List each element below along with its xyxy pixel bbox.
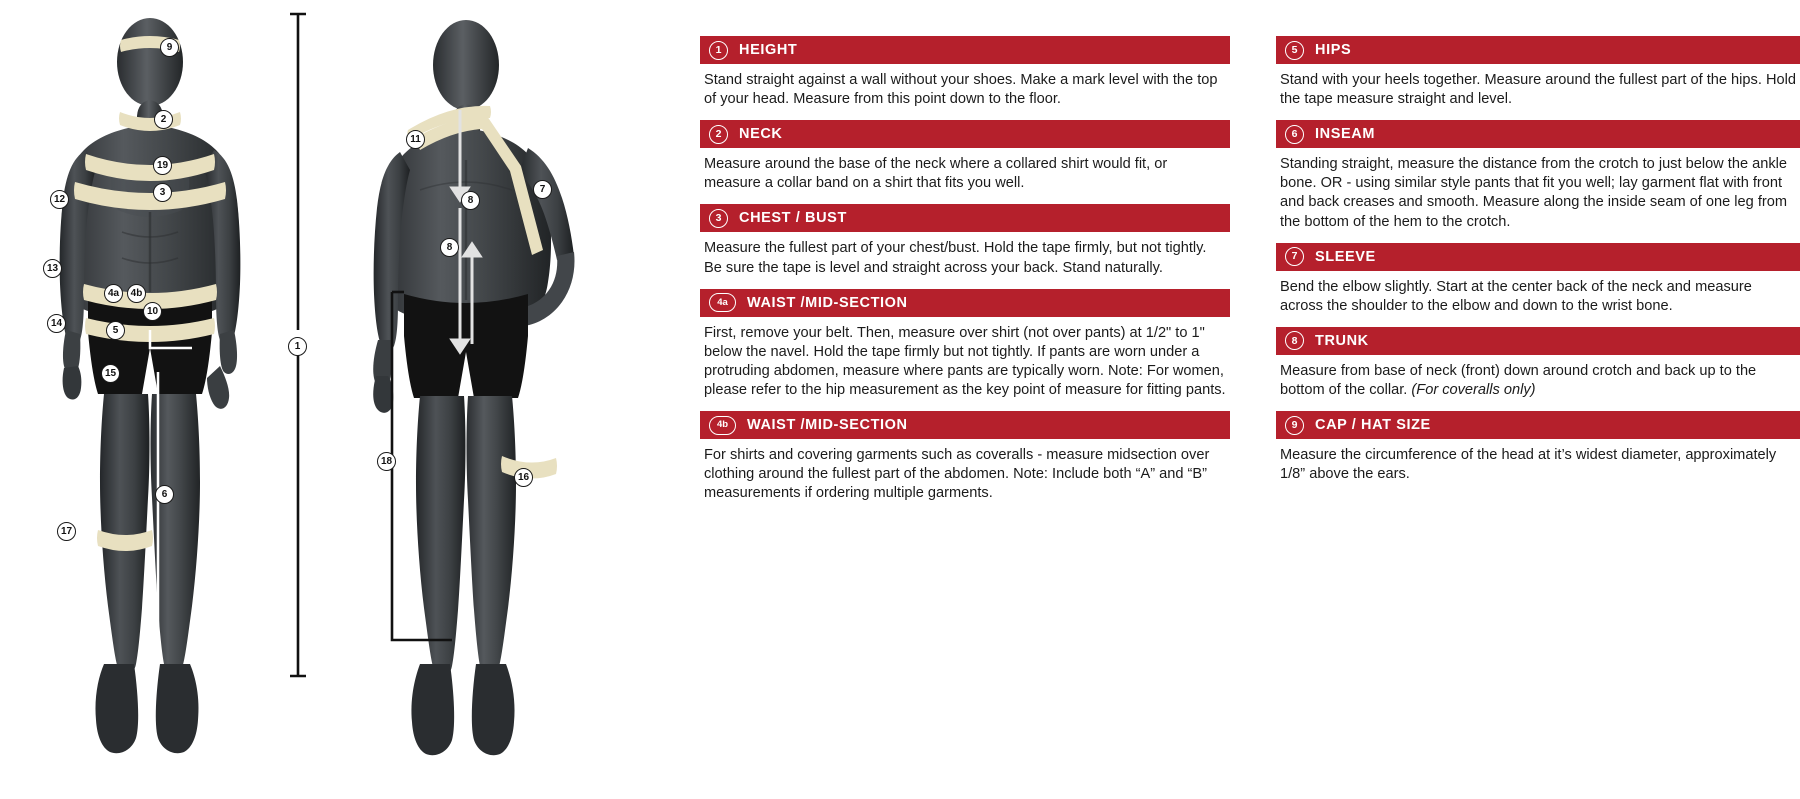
measurement-item-hips (1276, 36, 1800, 109)
measurement-item-waist-4a (700, 289, 1230, 400)
measurement-item-height (700, 36, 1230, 109)
back-figure (373, 20, 574, 755)
callout-16: 16 (514, 468, 533, 487)
measurement-number-8: 8 (1285, 331, 1304, 350)
callout-4b: 4b (127, 284, 146, 303)
measurement-number-9: 9 (1285, 416, 1304, 435)
callout-1: 1 (288, 337, 307, 356)
callout-8-upper: 8 (461, 191, 480, 210)
measurement-number-4a: 4a (709, 293, 736, 312)
measurement-item-sleeve (1276, 243, 1800, 316)
measurement-number-4b: 4b (709, 416, 736, 435)
instructions-columns (700, 0, 1800, 799)
callout-12: 12 (50, 190, 69, 209)
callout-11: 11 (406, 130, 425, 149)
measurement-header-height (700, 36, 1230, 64)
measurement-body-height: Stand straight against a wall without your shoes. Make a mark level with the top of your head. Measure from this point down to the floor. (704, 72, 1218, 108)
measurement-title-hips: HIPS (1315, 42, 1352, 58)
measurement-body-trunk-main: Measure from base of neck (front) down around crotch and back up to the bottom of the collar. (1280, 362, 1757, 398)
measurement-title-sleeve: SLEEVE (1315, 248, 1376, 265)
callout-14: 14 (47, 314, 66, 333)
measurement-number-3: 3 (709, 209, 728, 228)
callout-19: 19 (153, 156, 172, 175)
measurement-header-neck (700, 120, 1230, 148)
measurement-header-trunk (1276, 327, 1800, 355)
measurement-body-trunk-note: (For coveralls only) (1411, 381, 1536, 398)
callout-7: 7 (533, 180, 552, 199)
measurement-title-neck: NECK (739, 126, 783, 143)
measurement-number-7: 7 (1285, 247, 1304, 266)
measurement-header-chest-bust (700, 204, 1230, 232)
measurement-number-6: 6 (1285, 125, 1304, 144)
measurement-title-height: HEIGHT (739, 42, 798, 58)
measurement-header-inseam (1276, 120, 1800, 148)
measurement-item-cap-hat-size (1276, 411, 1800, 484)
mannequin-figures-panel (0, 0, 700, 799)
measurement-title-trunk: TRUNK (1315, 332, 1369, 349)
measurement-header-sleeve (1276, 243, 1800, 271)
measurement-body-waist-4a: First, remove your belt. Then, measure over shirt (not over pants) at 1/2" to 1" below the navel. Hold the tape firmly but not tightly. If pants are worn under a protruding abdomen, measure where pants are typically worn. Note: For women, please refer to the hip measurement as the key point of measure for fitting pants. (704, 324, 1226, 398)
measurement-body-inseam: Standing straight, measure the distance from the crotch to just below the ankle bone. OR - using similar style pants that fit you well; lay garment flat with front and back creases and smooth. Measure along the inside seam of one leg from the bottom of the hem to the crotch. (1280, 156, 1788, 230)
measurement-title-inseam: INSEAM (1315, 126, 1375, 143)
measurement-title-waist-4a: WAIST /MID-SECTION (747, 294, 908, 311)
callout-6: 6 (155, 485, 174, 504)
callout-17: 17 (57, 522, 76, 541)
measurement-body-chest-bust: Measure the fullest part of your chest/bust. Hold the tape firmly, but not tightly. Be sure the tape is level and straight across your back. Stand naturally. (704, 240, 1207, 276)
callout-9: 9 (160, 38, 179, 57)
measurement-header-cap-hat-size (1276, 411, 1800, 439)
measurement-item-trunk (1276, 327, 1800, 400)
callout-10: 10 (143, 302, 162, 321)
measurement-title-cap-hat-size: CAP / HAT SIZE (1315, 417, 1431, 434)
measurement-body-waist-4b: For shirts and covering garments such as coveralls - measure midsection over clothing around the fullest part of the abdomen. Note: Include both “A” and “B” measurements if ordering multiple garments. (704, 447, 1210, 502)
measurement-header-hips (1276, 36, 1800, 64)
measurement-item-waist-4b (700, 411, 1230, 503)
measurement-body-hips: Stand with your heels together. Measure around the fullest part of the hips. Hold the tape measure straight and level. (1280, 72, 1796, 108)
measurement-header-waist-4b (700, 411, 1230, 439)
instructions-right-column (1276, 36, 1800, 799)
front-figure (60, 14, 306, 753)
callout-8-lower: 8 (440, 238, 459, 257)
measurement-body-trunk (1276, 355, 1800, 400)
instructions-left-column (700, 36, 1230, 799)
measurement-body-sleeve: Bend the elbow slightly. Start at the center back of the neck and measure across the shoulder to the elbow and down to the wrist bone. (1280, 278, 1752, 314)
measurement-number-5: 5 (1285, 41, 1304, 60)
measurement-item-inseam (1276, 120, 1800, 231)
callout-4a: 4a (104, 284, 123, 303)
measurement-title-chest-bust: CHEST / BUST (739, 210, 847, 227)
callout-5: 5 (106, 321, 125, 340)
measurement-title-waist-4b: WAIST /MID-SECTION (747, 417, 908, 434)
callout-2: 2 (154, 110, 173, 129)
mannequin-illustration (0, 0, 700, 799)
measurement-header-waist-4a (700, 289, 1230, 317)
measurement-number-1: 1 (709, 41, 728, 60)
callout-13: 13 (43, 259, 62, 278)
measurement-number-2: 2 (709, 125, 728, 144)
callout-3: 3 (153, 183, 172, 202)
callout-18: 18 (377, 452, 396, 471)
callout-15: 15 (101, 364, 120, 383)
measurement-item-neck (700, 120, 1230, 193)
measurement-body-cap-hat-size: Measure the circumference of the head at it’s widest diameter, approximately 1/8” above the ears. (1280, 447, 1777, 483)
measurement-item-chest-bust (700, 204, 1230, 277)
measurement-body-neck: Measure around the base of the neck where a collared shirt would fit, or measure a collar band on a shirt that fits you well. (704, 156, 1168, 192)
